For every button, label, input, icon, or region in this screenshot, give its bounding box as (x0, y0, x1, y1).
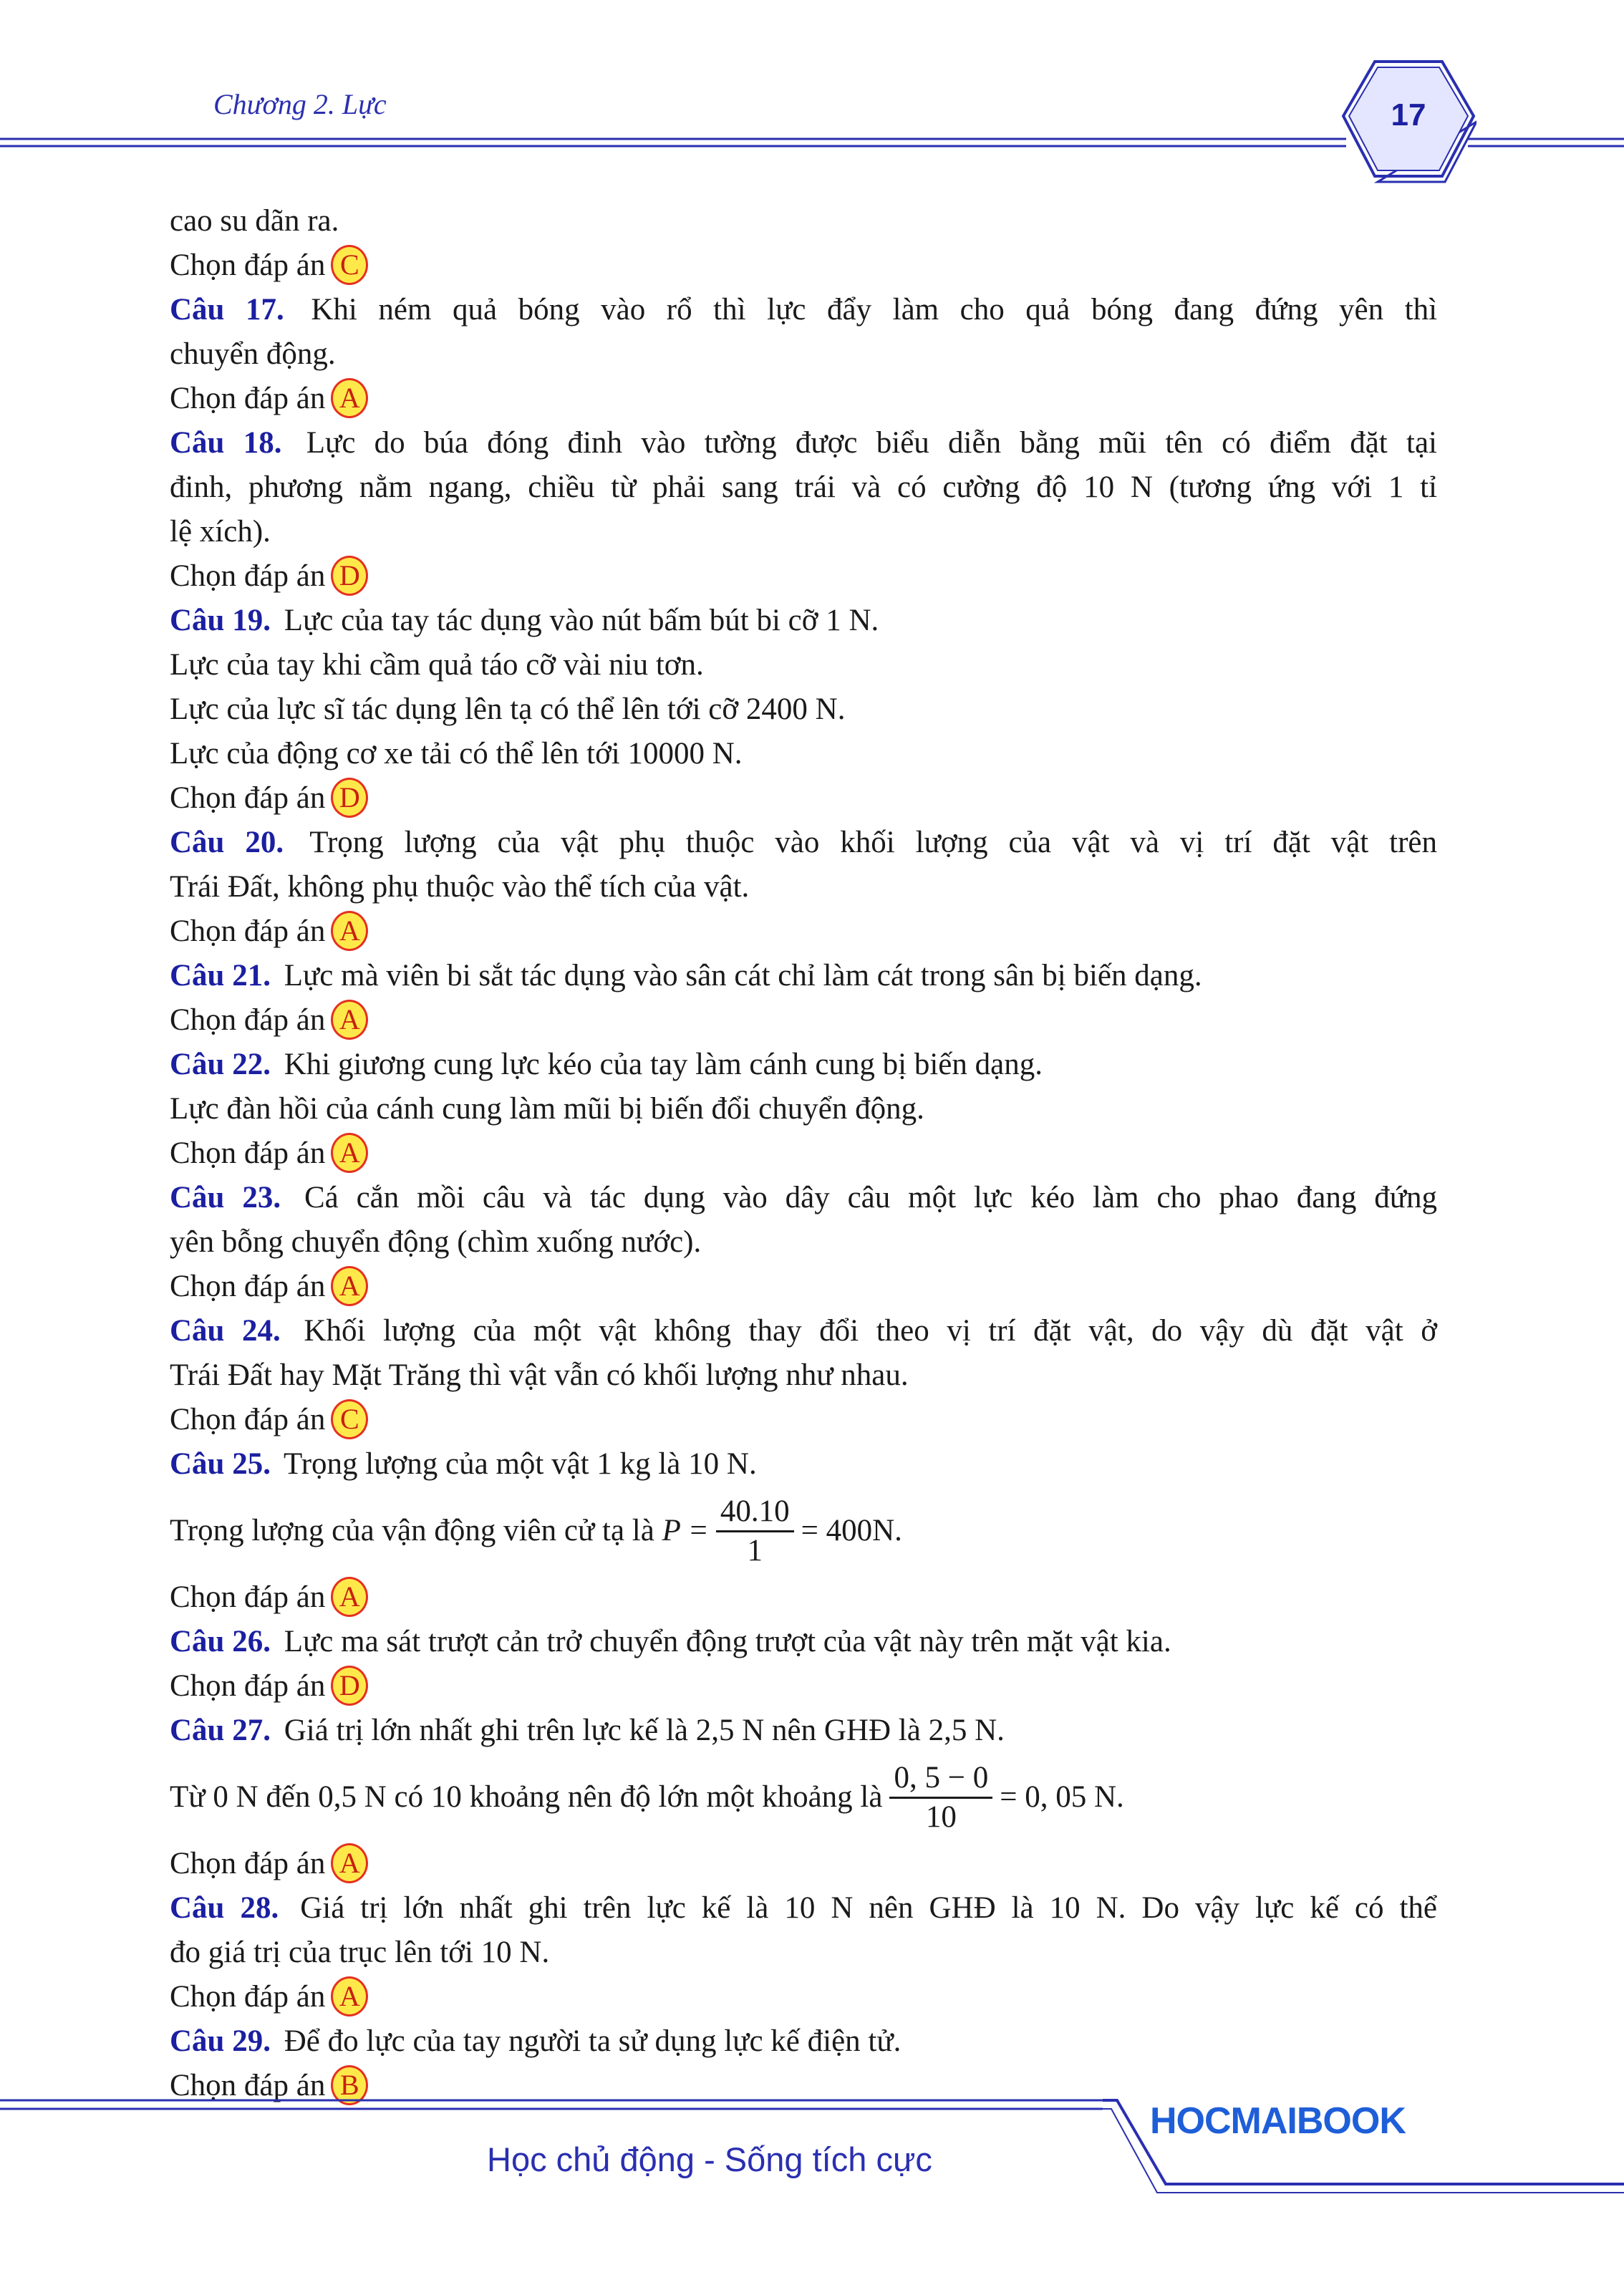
text-line: Lực đàn hồi của cánh cung làm mũi bị biến đổi chuyển động. (170, 1092, 924, 1126)
answer-line: Chọn đáp án A (170, 1575, 1437, 1620)
formula-line: Từ 0 N đến 0,5 N có 10 khoảng nên độ lớn một khoảng là $\frac{0, 5 - 0}{10}$ = 0, 05 N. (170, 1753, 1437, 1842)
answer-badge: D (331, 778, 368, 818)
answer-line: Chọn đáp án A (170, 909, 1437, 954)
question-19: Câu 19. Lực của tay tác dụng vào nút bấm bút bi cỡ 1 N. (170, 604, 879, 637)
answer-badge: A (331, 1577, 368, 1617)
text-line: cao su dãn ra. (170, 204, 339, 238)
answer-badge: A (331, 1843, 368, 1883)
chapter-title: Chương 2. Lực (213, 88, 387, 120)
text-line: Trái Đất, không phụ thuộc vào thể tích của vật. (170, 870, 750, 904)
question-24: Câu 24. Khối lượng của một vật không thay đổi theo vị trí đặt vật, do vậy dù đặt vật ở (170, 1314, 1437, 1348)
answer-line: Chọn đáp án A (170, 1842, 1437, 1886)
question-22: Câu 22. Khi giương cung lực kéo của tay làm cánh cung bị biến dạng. (170, 1048, 1043, 1081)
answer-line: Chọn đáp án C (170, 243, 1437, 288)
text-line: Trái Đất hay Mặt Trăng thì vật vẫn có khối lượng như nhau. (170, 1358, 909, 1392)
question-26: Câu 26. Lực ma sát trượt cản trở chuyển động trượt của vật này trên mặt vật kia. (170, 1625, 1171, 1658)
text-line: Lực của động cơ xe tải có thể lên tới 10000 N. (170, 737, 743, 771)
answer-line: Chọn đáp án D (170, 554, 1437, 599)
answer-line: Chọn đáp án C (170, 1398, 1437, 1442)
question-23: Câu 23. Cá cắn mồi câu và tác dụng vào dây câu một lực kéo làm cho phao đang đứng (170, 1181, 1438, 1214)
answer-badge: A (331, 1976, 368, 2016)
formula-rhs: = 400N. (801, 1514, 902, 1547)
question-20: Câu 20. Trọng lượng của vật phụ thuộc vào khối lượng của vật và vị trí đặt vật trên (170, 826, 1437, 859)
question-17: Câu 17. Khi ném quả bóng vào rổ thì lực đẩy làm cho quả bóng đang đứng yên thì (170, 293, 1438, 327)
answer-badge: D (331, 1666, 368, 1706)
formula-rhs: = 0, 05 N. (1000, 1780, 1124, 1814)
text-line: Lực của lực sĩ tác dụng lên tạ có thể lên tới cỡ 2400 N. (170, 692, 846, 726)
answer-badge: C (331, 245, 368, 285)
answer-badge: A (331, 1000, 368, 1040)
text-line: đinh, phương nằm ngang, chiều từ phải sang trái và có cường độ 10 N (tương ứng với 1 tỉ (170, 470, 1437, 504)
answer-badge: D (331, 556, 368, 596)
formula-line: Trọng lượng của vận động viên cử tạ là P = $\frac{40.10}{1}$ = 400N. (170, 1487, 1437, 1575)
answer-line: Chọn đáp án B (170, 2064, 1437, 2108)
question-29: Câu 29. Để đo lực của tay người ta sử dụng lực kế điện tử. (170, 2024, 902, 2058)
question-27: Câu 27. Giá trị lớn nhất ghi trên lực kế là 2,5 N nên GHĐ là 2,5 N. (170, 1714, 1005, 1747)
answer-badge: B (331, 2065, 368, 2105)
question-21: Câu 21. Lực mà viên bi sắt tác dụng vào sân cát chỉ làm cát trong sân bị biến dạng. (170, 959, 1202, 992)
text-line: lệ xích). (170, 515, 271, 549)
answer-line: Chọn đáp án A (170, 998, 1437, 1043)
page-number: 17 (1391, 97, 1426, 132)
answer-badge: A (331, 1133, 368, 1173)
question-28: Câu 28. Giá trị lớn nhất ghi trên lực kế là 10 N nên GHĐ là 10 N. Do vậy lực kế có thể (170, 1891, 1438, 1925)
answer-badge: A (331, 911, 368, 951)
answer-line: Chọn đáp án A (170, 1975, 1437, 2019)
fraction: $\frac{40.10}{1}$ (716, 1493, 794, 1570)
answer-badge: C (331, 1399, 368, 1439)
text-line: yên bỗng chuyển động (chìm xuống nước). (170, 1225, 702, 1259)
answer-line: Chọn đáp án A (170, 377, 1437, 421)
answer-line: Chọn đáp án D (170, 776, 1437, 821)
answer-badge: A (331, 1266, 368, 1306)
footer-slogan: Học chủ động - Sống tích cực (487, 2140, 932, 2178)
text-line: đo giá trị của trục lên tới 10 N. (170, 1936, 550, 1969)
text-line: chuyển động. (170, 337, 336, 371)
answer-line: Chọn đáp án D (170, 1664, 1437, 1709)
question-25: Câu 25. Trọng lượng của một vật 1 kg là 10 N. (170, 1447, 757, 1481)
question-18: Câu 18. Lực do búa đóng đinh vào tường được biểu diễn bằng mũi tên có điểm đặt tại (170, 426, 1437, 460)
fraction: $\frac{0, 5 - 0}{10}$ (889, 1759, 992, 1836)
formula-lhs: P = (662, 1514, 709, 1547)
answer-badge: A (331, 378, 368, 418)
answer-line: Chọn đáp án A (170, 1265, 1437, 1309)
hocmaibook-logo: HOCMAIBOOK (1150, 2100, 1406, 2142)
answer-line: Chọn đáp án A (170, 1131, 1437, 1176)
text-line: Lực của tay khi cầm quả táo cỡ vài niu tơn. (170, 648, 704, 682)
